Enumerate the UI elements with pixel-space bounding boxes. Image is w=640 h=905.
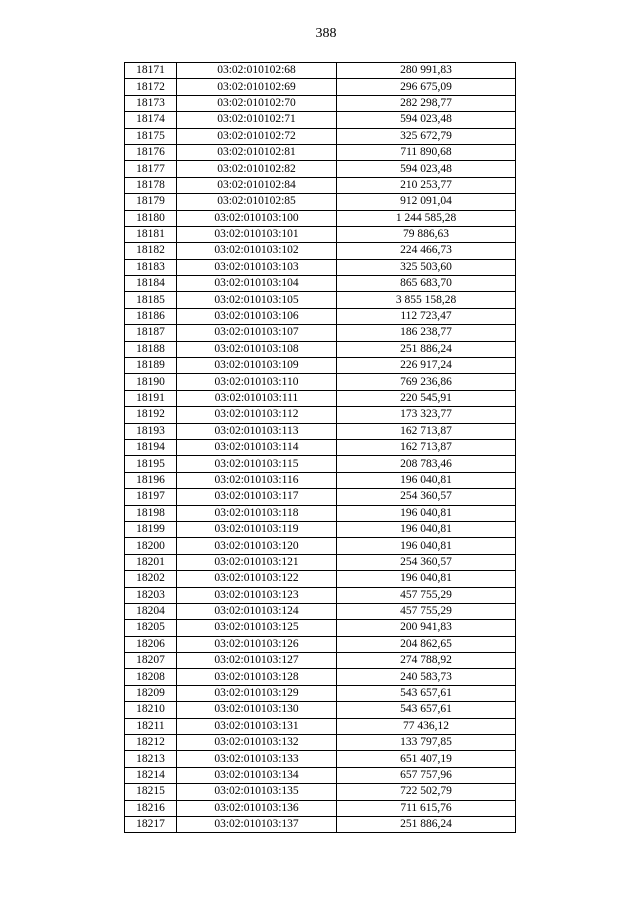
cadastral-value-cell: 173 323,77 (337, 407, 516, 423)
cadastral-value-cell: 196 040,81 (337, 571, 516, 587)
cadastral-value-cell: 240 583,73 (337, 669, 516, 685)
cadastral-value-cell: 457 755,29 (337, 603, 516, 619)
cadastral-value-cell: 282 298,77 (337, 95, 516, 111)
cadastral-value-cell: 162 713,87 (337, 423, 516, 439)
cadastral-number-cell: 03:02:010103:135 (177, 784, 337, 800)
cadastral-number-cell: 03:02:010103:126 (177, 636, 337, 652)
cadastral-number-cell: 03:02:010103:105 (177, 292, 337, 308)
row-number-cell: 18194 (125, 439, 177, 455)
cadastral-value-cell: 280 991,83 (337, 63, 516, 79)
row-number-cell: 18195 (125, 456, 177, 472)
cadastral-number-cell: 03:02:010102:82 (177, 161, 337, 177)
cadastral-number-cell: 03:02:010103:116 (177, 472, 337, 488)
table-row (125, 472, 516, 488)
row-number-cell: 18208 (125, 669, 177, 685)
row-number-cell: 18196 (125, 472, 177, 488)
row-number-cell: 18198 (125, 505, 177, 521)
cadastral-value-cell: 196 040,81 (337, 521, 516, 537)
table-row (125, 144, 516, 160)
table-row (125, 325, 516, 341)
table-row (125, 63, 516, 79)
cadastral-number-cell: 03:02:010103:118 (177, 505, 337, 521)
row-number-cell: 18172 (125, 79, 177, 95)
table-row (125, 702, 516, 718)
row-number-cell: 18177 (125, 161, 177, 177)
cadastral-value-cell: 274 788,92 (337, 653, 516, 669)
table-row (125, 669, 516, 685)
table-row (125, 784, 516, 800)
row-number-cell: 18214 (125, 767, 177, 783)
cadastral-number-cell: 03:02:010103:101 (177, 226, 337, 242)
row-number-cell: 18207 (125, 653, 177, 669)
cadastral-value-cell: 769 236,86 (337, 374, 516, 390)
row-number-cell: 18174 (125, 112, 177, 128)
cadastral-number-cell: 03:02:010103:137 (177, 816, 337, 832)
cadastral-number-cell: 03:02:010103:100 (177, 210, 337, 226)
table-row (125, 79, 516, 95)
cadastral-value-cell: 196 040,81 (337, 505, 516, 521)
cadastral-value-cell: 204 862,65 (337, 636, 516, 652)
table-row (125, 423, 516, 439)
table-row (125, 243, 516, 259)
table-row (125, 800, 516, 816)
row-number-cell: 18201 (125, 554, 177, 570)
table-row (125, 112, 516, 128)
cadastral-number-cell: 03:02:010103:111 (177, 390, 337, 406)
cadastral-value-cell: 296 675,09 (337, 79, 516, 95)
cadastral-number-cell: 03:02:010102:69 (177, 79, 337, 95)
table-body (125, 63, 516, 833)
table-row (125, 816, 516, 832)
cadastral-number-cell: 03:02:010103:123 (177, 587, 337, 603)
cadastral-number-cell: 03:02:010103:133 (177, 751, 337, 767)
cadastral-number-cell: 03:02:010103:113 (177, 423, 337, 439)
cadastral-value-cell: 711 890,68 (337, 144, 516, 160)
table-row (125, 194, 516, 210)
cadastral-number-cell: 03:02:010103:103 (177, 259, 337, 275)
cadastral-value-cell: 208 783,46 (337, 456, 516, 472)
cadastral-number-cell: 03:02:010103:130 (177, 702, 337, 718)
row-number-cell: 18187 (125, 325, 177, 341)
row-number-cell: 18215 (125, 784, 177, 800)
cadastral-value-cell: 251 886,24 (337, 816, 516, 832)
cadastral-value-cell: 457 755,29 (337, 587, 516, 603)
table-row (125, 210, 516, 226)
cadastral-value-cell: 220 545,91 (337, 390, 516, 406)
cadastral-value-cell: 254 360,57 (337, 554, 516, 570)
cadastral-number-cell: 03:02:010103:132 (177, 735, 337, 751)
table-row (125, 374, 516, 390)
table-row (125, 128, 516, 144)
row-number-cell: 18188 (125, 341, 177, 357)
row-number-cell: 18197 (125, 489, 177, 505)
cadastral-number-cell: 03:02:010103:117 (177, 489, 337, 505)
cadastral-value-cell: 226 917,24 (337, 358, 516, 374)
cadastral-number-cell: 03:02:010103:107 (177, 325, 337, 341)
row-number-cell: 18183 (125, 259, 177, 275)
cadastral-number-cell: 03:02:010103:134 (177, 767, 337, 783)
row-number-cell: 18171 (125, 63, 177, 79)
cadastral-number-cell: 03:02:010103:114 (177, 439, 337, 455)
table-row (125, 603, 516, 619)
cadastral-number-cell: 03:02:010103:102 (177, 243, 337, 259)
cadastral-value-cell: 254 360,57 (337, 489, 516, 505)
cadastral-number-cell: 03:02:010102:84 (177, 177, 337, 193)
cadastral-value-cell: 133 797,85 (337, 735, 516, 751)
cadastral-value-cell: 325 503,60 (337, 259, 516, 275)
cadastral-value-cell: 196 040,81 (337, 472, 516, 488)
table-row (125, 636, 516, 652)
cadastral-value-cell: 543 657,61 (337, 685, 516, 701)
cadastral-number-cell: 03:02:010103:115 (177, 456, 337, 472)
row-number-cell: 18217 (125, 816, 177, 832)
cadastral-value-cell: 224 466,73 (337, 243, 516, 259)
cadastral-value-cell: 657 757,96 (337, 767, 516, 783)
table-row (125, 161, 516, 177)
cadastral-value-cell: 543 657,61 (337, 702, 516, 718)
cadastral-number-cell: 03:02:010103:121 (177, 554, 337, 570)
row-number-cell: 18212 (125, 735, 177, 751)
row-number-cell: 18189 (125, 358, 177, 374)
row-number-cell: 18175 (125, 128, 177, 144)
cadastral-value-cell: 711 615,76 (337, 800, 516, 816)
table-row (125, 685, 516, 701)
cadastral-value-cell: 865 683,70 (337, 276, 516, 292)
row-number-cell: 18209 (125, 685, 177, 701)
row-number-cell: 18193 (125, 423, 177, 439)
cadastral-number-cell: 03:02:010103:136 (177, 800, 337, 816)
row-number-cell: 18203 (125, 587, 177, 603)
cadastral-number-cell: 03:02:010102:71 (177, 112, 337, 128)
table-row (125, 538, 516, 554)
table-row (125, 554, 516, 570)
cadastral-value-cell: 186 238,77 (337, 325, 516, 341)
cadastral-number-cell: 03:02:010103:104 (177, 276, 337, 292)
cadastral-number-cell: 03:02:010103:106 (177, 308, 337, 324)
cadastral-value-cell: 325 672,79 (337, 128, 516, 144)
row-number-cell: 18191 (125, 390, 177, 406)
row-number-cell: 18213 (125, 751, 177, 767)
table-row (125, 620, 516, 636)
table-row (125, 407, 516, 423)
cadastral-number-cell: 03:02:010103:120 (177, 538, 337, 554)
cadastral-number-cell: 03:02:010103:112 (177, 407, 337, 423)
table-row (125, 177, 516, 193)
row-number-cell: 18200 (125, 538, 177, 554)
row-number-cell: 18180 (125, 210, 177, 226)
row-number-cell: 18179 (125, 194, 177, 210)
row-number-cell: 18173 (125, 95, 177, 111)
row-number-cell: 18206 (125, 636, 177, 652)
cadastral-value-cell: 200 941,83 (337, 620, 516, 636)
cadastral-value-cell: 651 407,19 (337, 751, 516, 767)
table-row (125, 587, 516, 603)
cadastral-value-cell: 722 502,79 (337, 784, 516, 800)
cadastral-number-cell: 03:02:010102:72 (177, 128, 337, 144)
cadastral-number-cell: 03:02:010102:85 (177, 194, 337, 210)
row-number-cell: 18199 (125, 521, 177, 537)
table-row (125, 439, 516, 455)
row-number-cell: 18181 (125, 226, 177, 242)
cadastral-number-cell: 03:02:010103:127 (177, 653, 337, 669)
cadastral-value-table (124, 62, 516, 833)
cadastral-number-cell: 03:02:010102:81 (177, 144, 337, 160)
cadastral-value-cell: 77 436,12 (337, 718, 516, 734)
cadastral-value-cell: 1 244 585,28 (337, 210, 516, 226)
cadastral-number-cell: 03:02:010103:128 (177, 669, 337, 685)
table-row (125, 390, 516, 406)
row-number-cell: 18182 (125, 243, 177, 259)
table-row (125, 521, 516, 537)
row-number-cell: 18202 (125, 571, 177, 587)
row-number-cell: 18205 (125, 620, 177, 636)
row-number-cell: 18185 (125, 292, 177, 308)
row-number-cell: 18184 (125, 276, 177, 292)
table-row (125, 341, 516, 357)
cadastral-number-cell: 03:02:010103:119 (177, 521, 337, 537)
cadastral-value-cell: 162 713,87 (337, 439, 516, 455)
cadastral-value-cell: 210 253,77 (337, 177, 516, 193)
cadastral-number-cell: 03:02:010103:125 (177, 620, 337, 636)
cadastral-value-cell: 3 855 158,28 (337, 292, 516, 308)
table-row (125, 276, 516, 292)
cadastral-number-cell: 03:02:010103:131 (177, 718, 337, 734)
cadastral-number-cell: 03:02:010103:129 (177, 685, 337, 701)
cadastral-number-cell: 03:02:010103:124 (177, 603, 337, 619)
cadastral-number-cell: 03:02:010103:122 (177, 571, 337, 587)
cadastral-value-cell: 196 040,81 (337, 538, 516, 554)
row-number-cell: 18190 (125, 374, 177, 390)
table-row (125, 358, 516, 374)
table-row (125, 718, 516, 734)
cadastral-value-cell: 912 091,04 (337, 194, 516, 210)
cadastral-value-cell: 594 023,48 (337, 161, 516, 177)
page-number: 388 (315, 26, 337, 41)
table-row (125, 226, 516, 242)
table-row (125, 751, 516, 767)
cadastral-number-cell: 03:02:010103:109 (177, 358, 337, 374)
row-number-cell: 18186 (125, 308, 177, 324)
row-number-cell: 18178 (125, 177, 177, 193)
row-number-cell: 18210 (125, 702, 177, 718)
table-row (125, 95, 516, 111)
table-row (125, 308, 516, 324)
table-row (125, 259, 516, 275)
table-row (125, 735, 516, 751)
cadastral-number-cell: 03:02:010102:70 (177, 95, 337, 111)
cadastral-number-cell: 03:02:010102:68 (177, 63, 337, 79)
row-number-cell: 18216 (125, 800, 177, 816)
table-row (125, 292, 516, 308)
cadastral-value-cell: 251 886,24 (337, 341, 516, 357)
cadastral-number-cell: 03:02:010103:108 (177, 341, 337, 357)
table-row (125, 767, 516, 783)
cadastral-value-cell: 594 023,48 (337, 112, 516, 128)
cadastral-value-cell: 79 886,63 (337, 226, 516, 242)
table-row (125, 505, 516, 521)
table-row (125, 571, 516, 587)
row-number-cell: 18192 (125, 407, 177, 423)
table-row (125, 489, 516, 505)
row-number-cell: 18211 (125, 718, 177, 734)
table-row (125, 653, 516, 669)
row-number-cell: 18204 (125, 603, 177, 619)
table-row (125, 456, 516, 472)
cadastral-value-cell: 112 723,47 (337, 308, 516, 324)
cadastral-number-cell: 03:02:010103:110 (177, 374, 337, 390)
row-number-cell: 18176 (125, 144, 177, 160)
